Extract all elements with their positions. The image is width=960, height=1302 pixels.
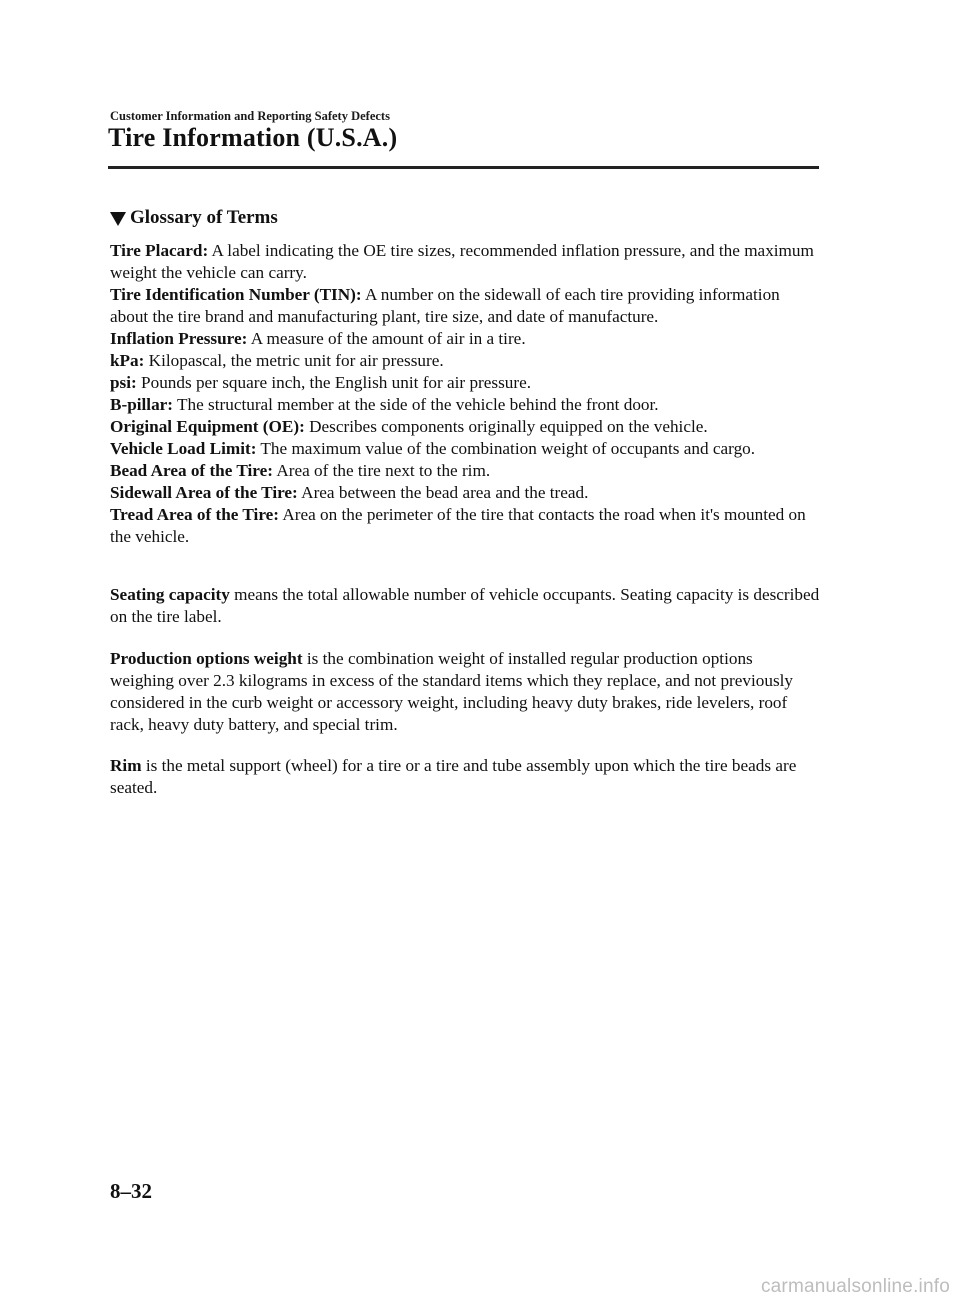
glossary-heading [110,207,278,229]
glossary-entry [110,438,820,460]
title-rule [108,166,819,169]
seating-capacity-text: means the total allowable number of vehicle occupants. Seating capacity is described on the tire label. [110,585,820,626]
glossary-heading-text: Glossary of Terms [130,207,278,228]
glossary-definition: A label indicating the OE tire sizes, recommended inflation pressure, and the maximum weight the vehicle can carry. [110,241,814,282]
glossary-definition: Pounds per square inch, the English unit for air pressure. [141,373,532,392]
glossary-entry [110,284,820,328]
glossary-term: kPa: [110,351,145,370]
glossary-term: psi: [110,373,137,392]
glossary-term: Bead Area of the Tire: [110,461,273,480]
glossary-term: B-pillar: [110,395,174,414]
seating-capacity-term: Seating capacity [110,585,230,604]
glossary-definition: Area on the perimeter of the tire that contacts the road when it's mounted on the vehicle. [110,505,806,546]
glossary-definition: Describes components originally equipped on the vehicle. [309,417,708,436]
glossary-entry [110,394,820,416]
glossary-definition: Kilopascal, the metric unit for air pressure. [148,351,444,370]
glossary-term: Inflation Pressure: [110,329,248,348]
rim-paragraph [110,755,820,799]
production-options-text: is the combination weight of installed regular production options weighing over 2.3 kilograms in excess of the standard items which they replace, and not previously considered in the curb weight or accessory weight, including heavy duty brakes, ride levelers, roof rack, heavy duty battery, and special trim. [110,649,794,734]
glossary-entry [110,372,820,394]
glossary-term: Tire Identification Number (TIN): [110,285,362,304]
triangle-down-icon [110,212,126,226]
glossary-term: Tread Area of the Tire: [110,505,279,524]
glossary-term-list [110,240,820,548]
glossary-entry [110,328,820,350]
glossary-entry [110,504,820,548]
glossary-term: Vehicle Load Limit: [110,439,257,458]
seating-capacity-paragraph [110,584,820,628]
production-options-term: Production options weight [110,649,303,668]
glossary-term: Original Equipment (OE): [110,417,305,436]
glossary-definition: The structural member at the side of the vehicle behind the front door. [177,395,659,414]
glossary-entry [110,240,820,284]
section-label: Customer Information and Reporting Safety Defects [110,109,390,123]
glossary-term: Sidewall Area of the Tire: [110,483,298,502]
glossary-entry [110,350,820,372]
glossary-term: Tire Placard: [110,241,209,260]
glossary-definition: The maximum value of the combination weight of occupants and cargo. [260,439,756,458]
glossary-definition: Area of the tire next to the rim. [276,461,491,480]
glossary-entry [110,416,820,438]
watermark: carmanualsonline.info [760,1276,950,1297]
rim-term: Rim [110,756,142,775]
glossary-definition: Area between the bead area and the tread. [301,483,589,502]
glossary-definition: A number on the sidewall of each tire providing information about the tire brand and manufacturing plant, tire size, and date of manufacture. [110,285,780,326]
rim-text: is the metal support (wheel) for a tire or a tire and tube assembly upon which the tire beads are seated. [110,756,797,797]
glossary-definition: A measure of the amount of air in a tire. [250,329,526,348]
glossary-entry [110,482,820,504]
page-title: Tire Information (U.S.A.) [108,123,398,152]
glossary-entry [110,460,820,482]
production-options-paragraph [110,648,820,736]
page-number: 8–32 [110,1179,152,1203]
